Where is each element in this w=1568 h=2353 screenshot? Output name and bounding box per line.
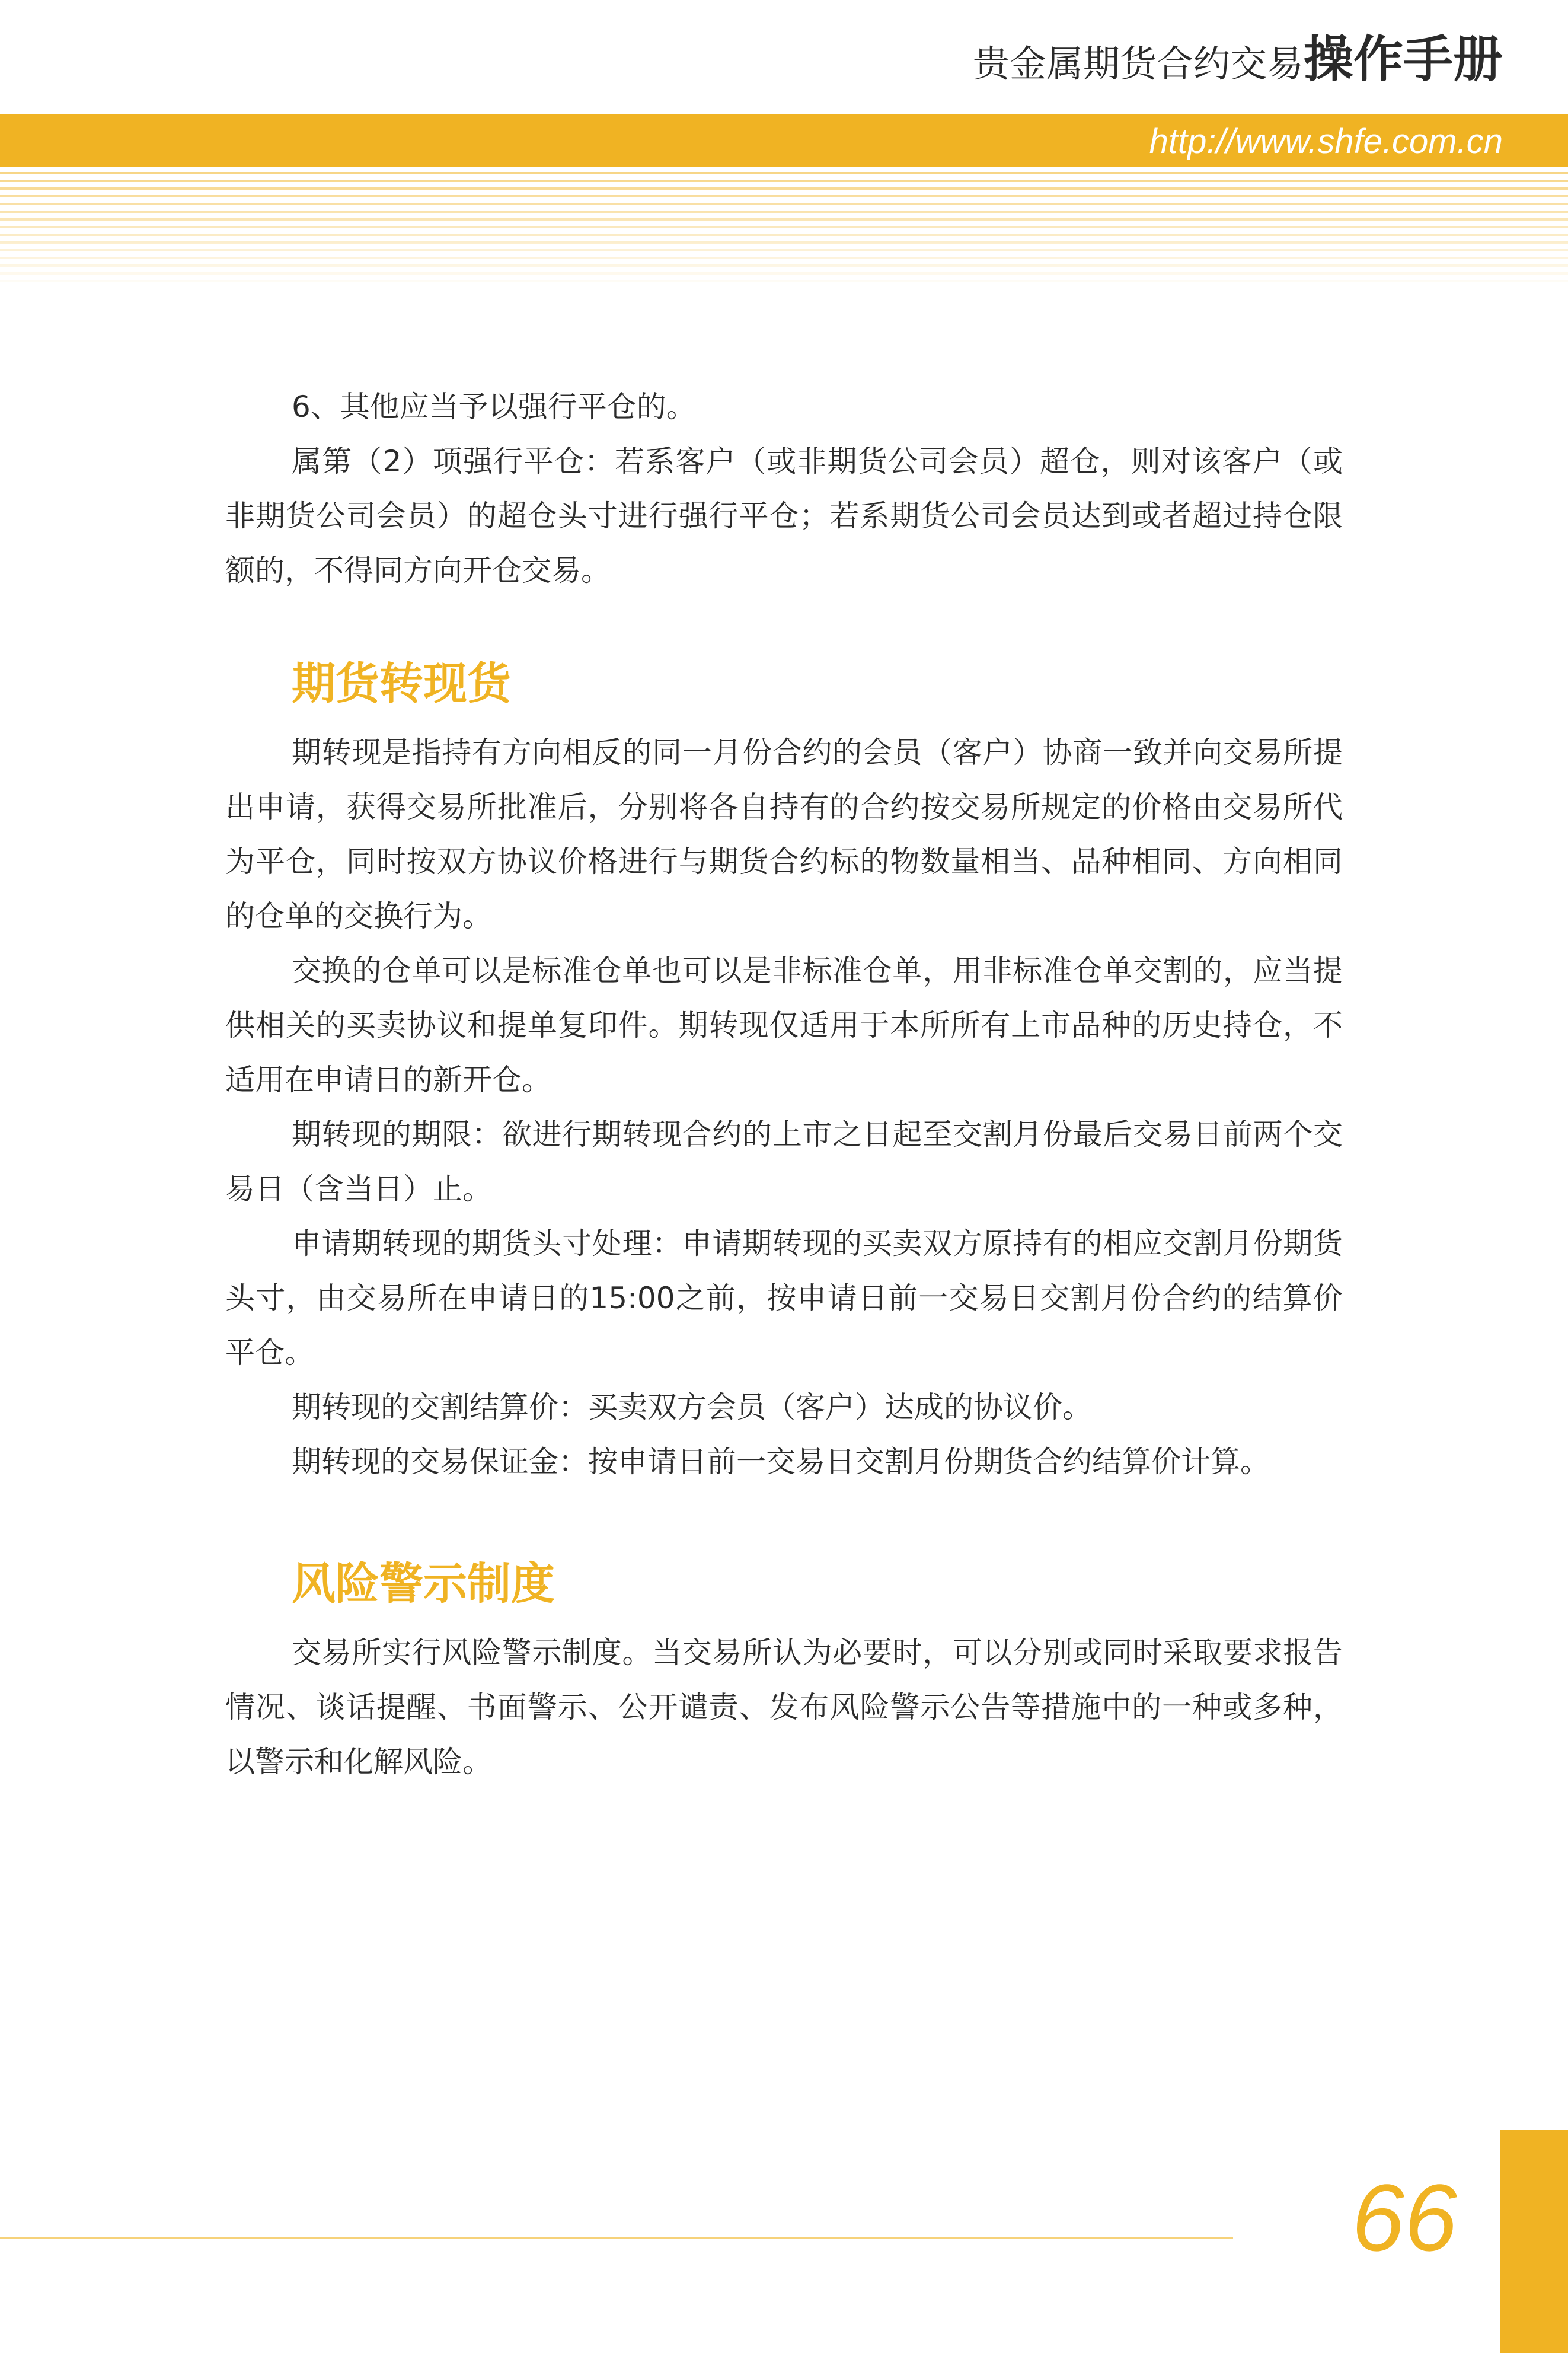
header-title: [972, 30, 1503, 88]
page-number: 66: [1352, 2164, 1457, 2271]
footer-divider: [0, 2237, 1233, 2239]
section-heading-risk-warning: 风险警示制度: [292, 1558, 555, 1609]
decorative-stripes: [0, 172, 1568, 285]
website-url: http://www.shfe.com.cn: [1149, 122, 1503, 161]
manual-subtitle: 贵金属期货合约交易: [972, 42, 1304, 85]
risk-paragraph-1: 交易所实行风险警示制度。当交易所认为必要时，可以分别或同时采取要求报告情况、谈话提醒、书面警示、公开谴责、发布风险警示公告等措施中的一种或多种，以警示和化解风险。: [225, 1635, 1343, 1779]
intro-paragraph-1: 6、其他应当予以强行平仓的。: [292, 390, 696, 424]
efp-paragraph-2: 交换的仓单可以是标准仓单也可以是非标准仓单，用非标准仓单交割的，应当提供相关的买卖协议和提单复印件。期转现仅适用于本所所有上市品种的历史持仓，不适用在申请日的新开仓。: [225, 954, 1343, 1097]
efp-paragraph-3: 期转现的期限：欲进行期转现合约的上市之日起至交割月份最后交易日前两个交易日（含当日）止。: [225, 1117, 1343, 1206]
efp-paragraph-4: 申请期转现的期货头寸处理：申请期转现的买卖双方原持有的相应交割月份期货头寸，由交易所在申请日的15:00之前，按申请日前一交易日交割月份合约的结算价平仓。: [225, 1226, 1343, 1370]
manual-title: 操作手册: [1303, 30, 1503, 88]
efp-paragraph-5: 期转现的交割结算价：买卖双方会员（客户）达成的协议价。: [292, 1390, 1092, 1424]
footer-tab: [1500, 2130, 1568, 2353]
efp-paragraph-1: 期转现是指持有方向相反的同一月份合约的会员（客户）协商一致并向交易所提出申请，获得交易所批准后，分别将各自持有的合约按交易所规定的价格由交易所代为平仓，同时按双方协议价格进行与期货合约标的物数量相当、品种相同、方向相同的仓单的交换行为。: [225, 735, 1343, 933]
page-content: [225, 380, 1343, 1789]
intro-paragraph-2: 属第（2）项强行平仓：若系客户（或非期货公司会员）超仓，则对该客户（或非期货公司会员）的超仓头寸进行强行平仓；若系期货公司会员达到或者超过持仓限额的，不得同方向开仓交易。: [225, 444, 1343, 588]
efp-paragraph-6: 期转现的交易保证金：按申请日前一交易日交割月份期货合约结算价计算。: [292, 1445, 1270, 1479]
section-heading-efp: 期货转现货: [292, 658, 511, 709]
